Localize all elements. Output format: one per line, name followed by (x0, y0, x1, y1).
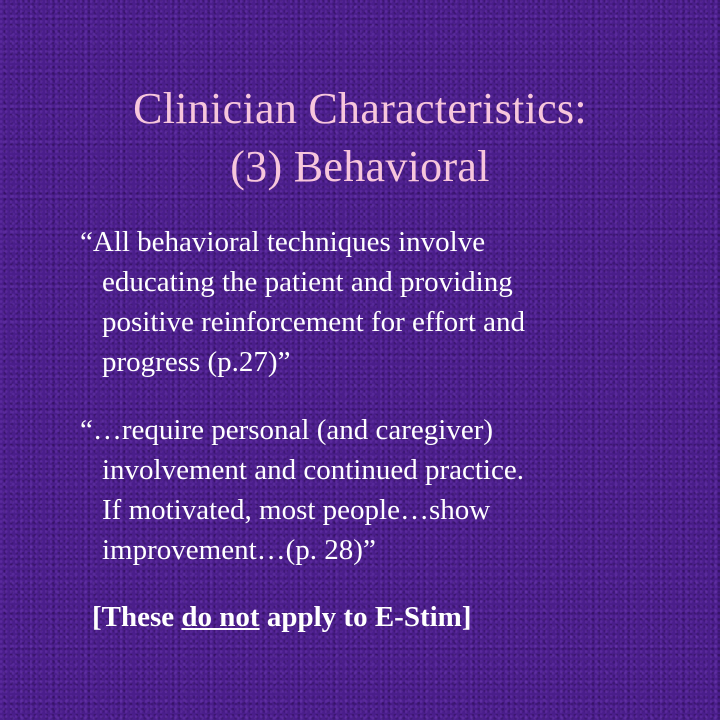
quote-paragraph-1 (80, 222, 680, 382)
quote-2-line: involvement and continued practice. (102, 454, 524, 486)
quote-1-line: positive reinforcement for effort and (102, 306, 526, 338)
note-prefix: [These (92, 601, 182, 633)
quote-2-line: If motivated, most people…show (102, 494, 491, 526)
note-suffix: apply to E-Stim] (259, 601, 472, 633)
title-line-1: Clinician Characteristics: (133, 84, 587, 133)
slide-title (0, 80, 720, 196)
quote-2-line: “…require personal (and caregiver) (80, 414, 494, 446)
quote-1-line: “All behavioral techniques involve (80, 226, 486, 258)
quote-1-line: progress (p.27)” (102, 346, 291, 378)
note-emphasis: do not (181, 601, 260, 633)
quote-paragraph-2 (80, 410, 680, 570)
title-line-2: (3) Behavioral (230, 142, 490, 191)
estim-note (92, 597, 471, 637)
quote-2-line: improvement…(p. 28)” (102, 534, 376, 566)
quote-1-line: educating the patient and providing (102, 266, 513, 298)
